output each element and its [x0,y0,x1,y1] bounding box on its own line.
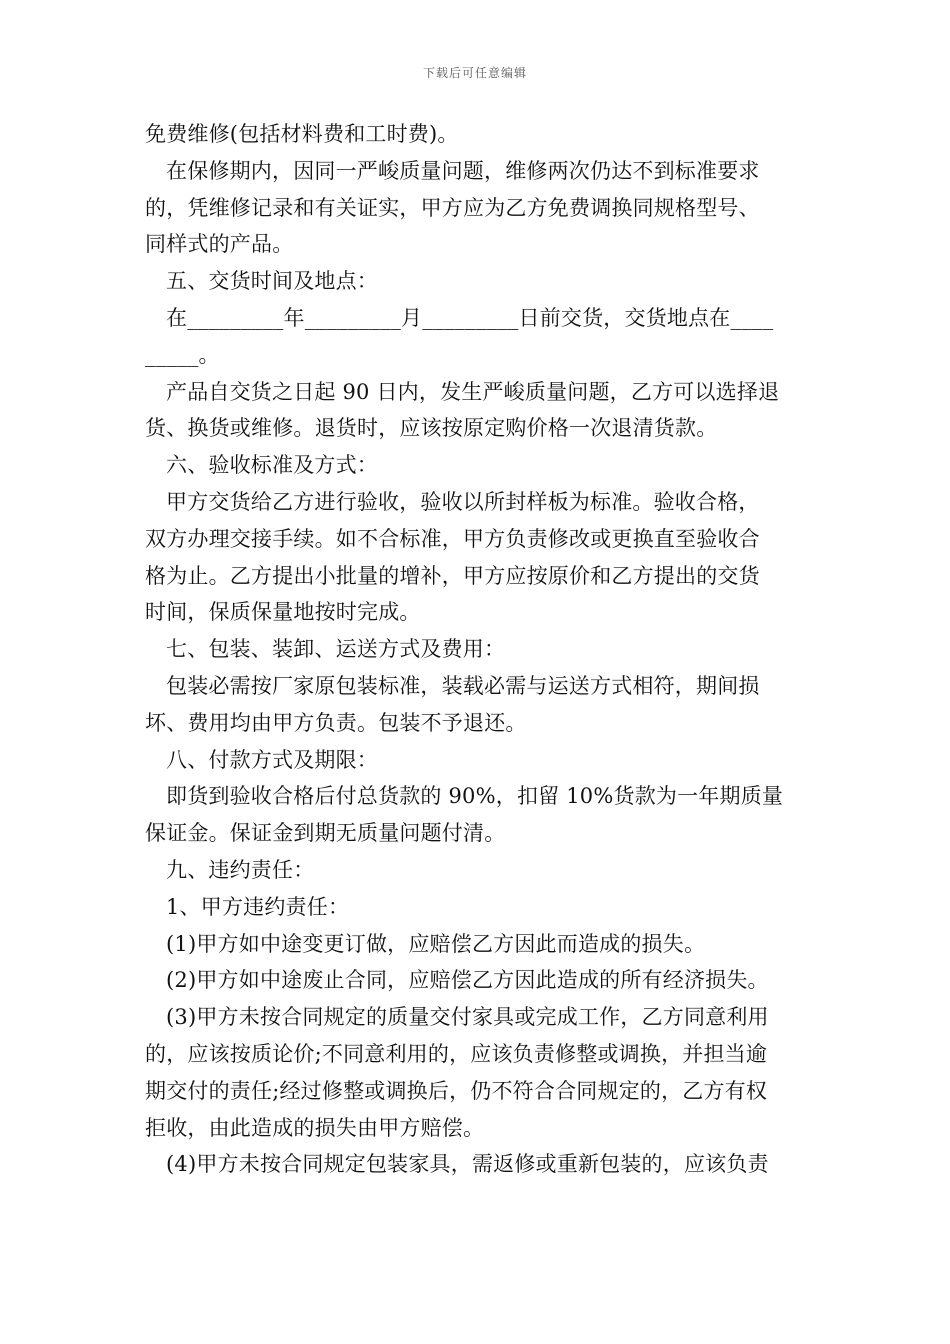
clause-line: (3)甲方未按合同规定的质量交付家具或完成工作，乙方同意利用 [166,1005,769,1030]
paragraph-line: 即货到验收合格后付总货款的 90%，扣留 10%货款为一年期质量 [166,784,784,809]
section-heading: 八、付款方式及期限： [166,747,378,772]
paragraph-line: 双方办理交接手续。如不合标准，甲方负责修改或更换直至验收合 [145,526,760,551]
section-heading: 七、包装、装卸、运送方式及费用： [166,637,506,662]
paragraph-line: 在_________年_________月_________日前交货，交货地点在____ [166,305,774,330]
paragraph-line: 期交付的责任;经过修整或调换后，仍不符合合同规定的，乙方有权 [145,1078,768,1103]
paragraph-line: 在保修期内，因同一严峻质量问题，维修两次仍达不到标准要求 [166,158,760,183]
paragraph-line: 货、换货或维修。退货时，应该按原定购价格一次退清货款。 [145,416,718,441]
paragraph-line: 时间，保质保量地按时完成。 [145,600,421,625]
paragraph-line: 同样式的产品。 [145,232,294,257]
section-heading: 九、违约责任： [166,857,315,882]
paragraph-line: 保证金。保证金到期无质量问题付清。 [145,821,506,846]
section-heading: 五、交货时间及地点： [166,269,378,294]
clause-line: (4)甲方未按合同规定包装家具，需返修或重新包装的，应该负责 [166,1152,769,1177]
page-header-note: 下载后可任意编辑 [422,66,527,80]
paragraph-line: 的，应该按质论价;不同意利用的，应该负责修整或调换，并担当逾 [145,1041,768,1066]
paragraph-line: 免费维修(包括材料费和工时费)。 [145,122,459,146]
paragraph-line: 包装必需按厂家原包装标准，装载必需与运送方式相符，期间损 [166,673,760,698]
clause-line: (1)甲方如中途变更订做，应赔偿乙方因此而造成的损失。 [166,931,706,956]
subsection-heading: 1、甲方违约责任： [166,894,350,919]
paragraph-line: 坏、费用均由甲方负责。包装不予退还。 [145,710,527,735]
paragraph-line: 甲方交货给乙方进行验收，验收以所封样板为标准。验收合格， [166,489,760,514]
document-body [145,116,810,1183]
section-heading: 六、验收标准及方式： [166,453,378,478]
paragraph-line: _____。 [145,342,220,367]
paragraph-line: 拒收，由此造成的损失由甲方赔偿。 [145,1115,485,1140]
paragraph-line: 的，凭维修记录和有关证实，甲方应为乙方免费调换同规格型号、 [145,195,760,220]
paragraph-line: 产品自交货之日起 90 日内，发生严峻质量问题，乙方可以选择退 [166,379,780,404]
paragraph-line: 格为止。乙方提出小批量的增补，甲方应按原价和乙方提出的交货 [145,563,760,588]
clause-line: (2)甲方如中途废止合同，应赔偿乙方因此造成的所有经济损失。 [166,968,769,993]
